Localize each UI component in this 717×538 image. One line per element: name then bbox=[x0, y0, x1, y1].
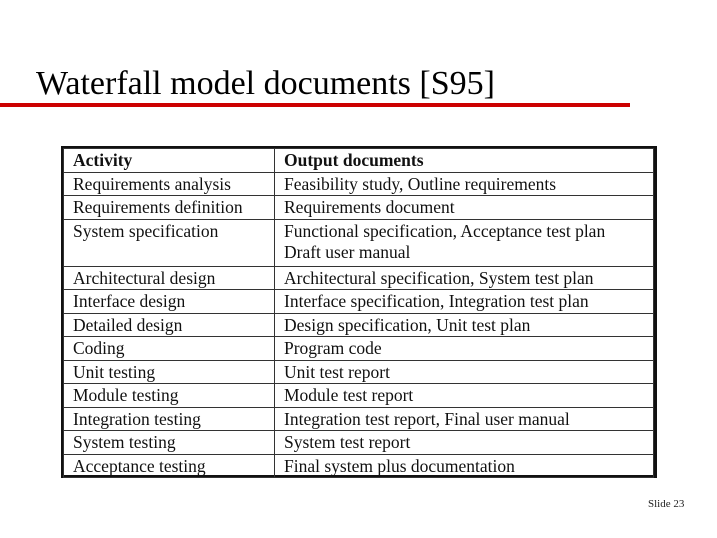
slide-number-label: Slide bbox=[648, 498, 671, 510]
output-cell: Unit test report bbox=[275, 360, 654, 384]
table-row bbox=[64, 313, 654, 337]
output-cell: Module test report bbox=[275, 384, 654, 408]
header-activity: Activity bbox=[64, 149, 275, 173]
table-row bbox=[64, 337, 654, 361]
table-row bbox=[64, 172, 654, 196]
activity-cell: Requirements definition bbox=[64, 196, 275, 220]
table-row bbox=[64, 360, 654, 384]
output-cell: Program code bbox=[275, 337, 654, 361]
activity-cell: Requirements analysis bbox=[64, 172, 275, 196]
output-cell: Feasibility study, Outline requirements bbox=[275, 172, 654, 196]
table-row bbox=[64, 266, 654, 290]
activity-cell: Detailed design bbox=[64, 313, 275, 337]
table-row bbox=[64, 454, 654, 478]
documents-table bbox=[63, 148, 654, 478]
table-row bbox=[64, 407, 654, 431]
documents-table-frame bbox=[61, 146, 657, 478]
slide-number-value: 23 bbox=[673, 498, 685, 510]
documents-table-shadow bbox=[63, 148, 657, 478]
activity-cell: System specification bbox=[64, 219, 275, 266]
activity-cell: Acceptance testing bbox=[64, 454, 275, 478]
output-cell: Architectural specification, System test plan bbox=[275, 266, 654, 290]
activity-cell: Integration testing bbox=[64, 407, 275, 431]
output-cell: Design specification, Unit test plan bbox=[275, 313, 654, 337]
table-row bbox=[64, 384, 654, 408]
header-output-documents: Output documents bbox=[275, 149, 654, 173]
slide-title: Waterfall model documents [S95] bbox=[36, 65, 495, 102]
activity-cell: Unit testing bbox=[64, 360, 275, 384]
table-row bbox=[64, 196, 654, 220]
activity-cell: System testing bbox=[64, 431, 275, 455]
output-cell: Requirements document bbox=[275, 196, 654, 220]
activity-cell: Coding bbox=[64, 337, 275, 361]
activity-cell: Module testing bbox=[64, 384, 275, 408]
table-row bbox=[64, 290, 654, 314]
output-cell: Integration test report, Final user manual bbox=[275, 407, 654, 431]
output-cell: System test report bbox=[275, 431, 654, 455]
table-row bbox=[64, 219, 654, 266]
title-underline bbox=[0, 103, 630, 107]
output-cell: Final system plus documentation bbox=[275, 454, 654, 478]
table-row bbox=[64, 431, 654, 455]
table-header-row bbox=[64, 149, 654, 173]
activity-cell: Interface design bbox=[64, 290, 275, 314]
activity-cell: Architectural design bbox=[64, 266, 275, 290]
slide-number bbox=[648, 498, 684, 510]
output-cell: Interface specification, Integration test plan bbox=[275, 290, 654, 314]
output-cell: Functional specification, Acceptance test plan Draft user manual bbox=[275, 219, 654, 266]
